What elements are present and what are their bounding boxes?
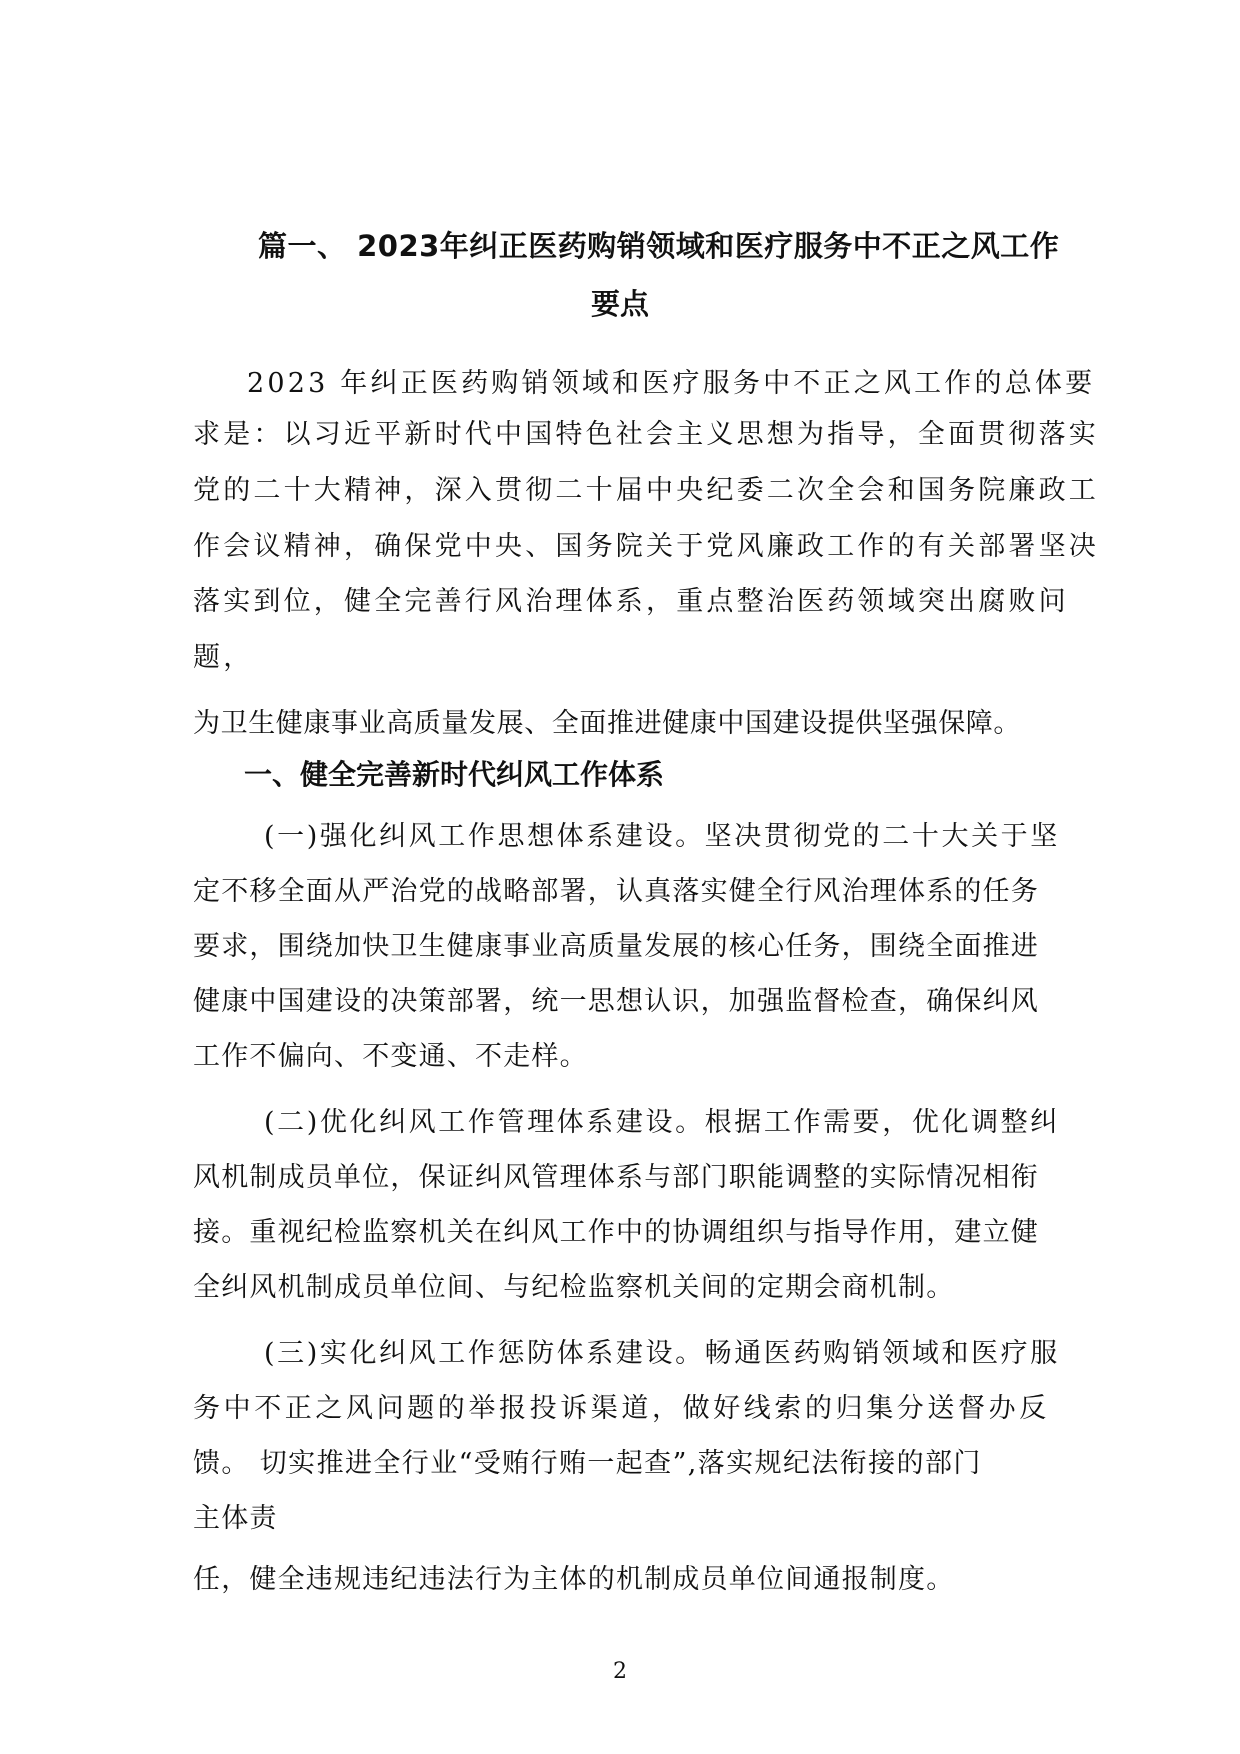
paragraph-line: 任，健全违规违纪违法行为主体的机制成员单位间通报制度。 (193, 1564, 955, 1595)
paragraph-line: 全纠风机制成员单位间、与纪检监察机关间的定期会商机制。 (193, 1272, 955, 1303)
paragraph-line: 主体责 (193, 1503, 278, 1534)
paragraph-line: 要求，围绕加快卫生健康事业高质量发展的核心任务，围绕全面推进 (193, 931, 1039, 962)
intro-line: 党的二十大精神，深入贯彻二十届中央纪委二次全会和国务院廉政工 (193, 475, 1099, 506)
intro-line: 为卫生健康事业高质量发展、全面推进健康中国建设提供坚强保障。 (193, 708, 1021, 739)
paragraph-line: 定不移全面从严治党的战略部署，认真落实健全行风治理体系的任务 (193, 876, 1039, 907)
page-number: 2 (613, 1659, 627, 1684)
document-title-line-2: 要点 (590, 287, 649, 321)
intro-line: 落实到位，健全完善行风治理体系，重点整治医药领域突出腐败问 (193, 586, 1069, 617)
paragraph-line: (一)强化纠风工作思想体系建设。坚决贯彻党的二十大关于坚 (264, 821, 1060, 852)
paragraph-line: 健康中国建设的决策部署，统一思想认识，加强监督检查，确保纠风 (193, 986, 1039, 1017)
paragraph-line: 接。重视纪检监察机关在纠风工作中的协调组织与指导作用，建立健 (193, 1217, 1039, 1248)
section-heading: 一、健全完善新时代纠风工作体系 (244, 758, 665, 791)
paragraph-line: (二)优化纠风工作管理体系建设。根据工作需要，优化调整纠 (264, 1107, 1060, 1138)
paragraph-line: 风机制成员单位，保证纠风管理体系与部门职能调整的实际情况相衔 (193, 1162, 1039, 1193)
intro-line: 2023 年纠正医药购销领域和医疗服务中不正之风工作的总体要 (247, 368, 1096, 399)
paragraph-line: 馈。 切实推进全行业“受贿行贿一起查”,落实规纪法衔接的部门 (193, 1448, 982, 1479)
intro-line: 题， (193, 642, 254, 673)
paragraph-line: (三)实化纠风工作惩防体系建设。畅通医药购销领域和医疗服 (264, 1338, 1060, 1369)
document-title-line-1: 篇一、 2023年纠正医药购销领域和医疗服务中不正之风工作 (258, 229, 1060, 263)
paragraph-line: 工作不偏向、不变通、不走样。 (193, 1041, 588, 1072)
intro-line: 求是：以习近平新时代中国特色社会主义思想为指导，全面贯彻落实 (193, 419, 1099, 450)
intro-line: 作会议精神，确保党中央、国务院关于党风廉政工作的有关部署坚决 (193, 531, 1099, 562)
paragraph-line: 务中不正之风问题的举报投诉渠道，做好线索的归集分送督办反 (193, 1393, 1050, 1424)
